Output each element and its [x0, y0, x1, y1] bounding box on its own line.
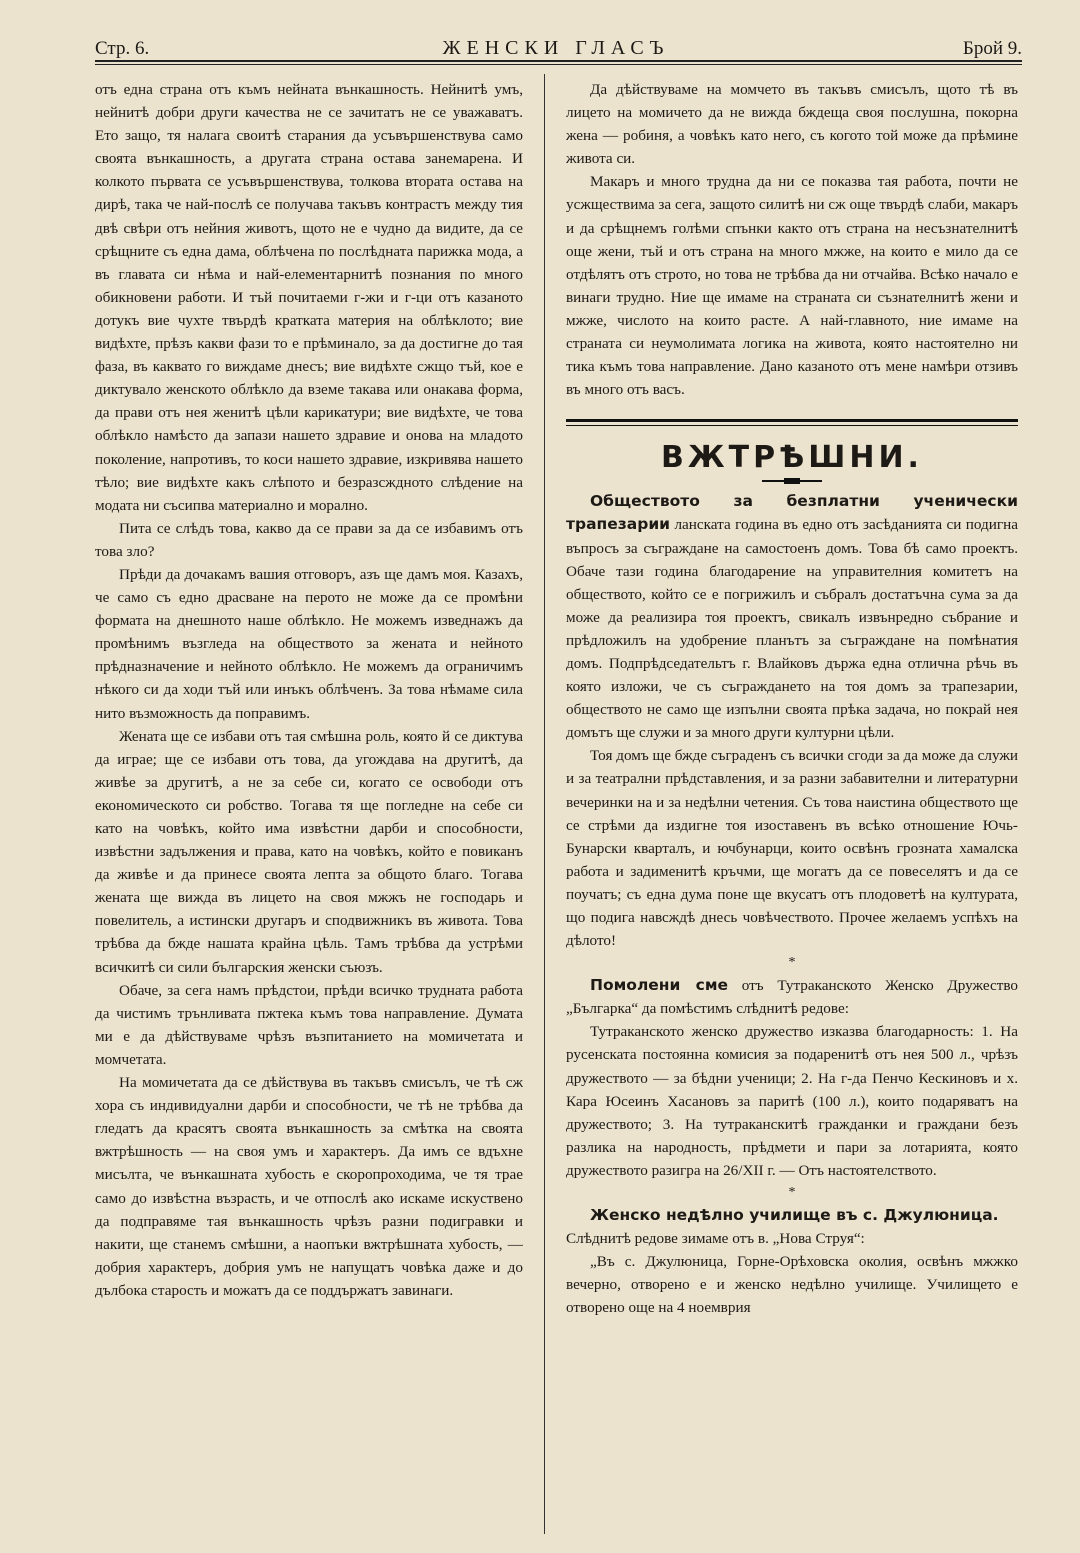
news-lead: Женско недѣлно училище въ с. Джулюница.: [590, 1206, 999, 1225]
section-title: ВЖТРѢШНИ.: [661, 440, 923, 476]
paragraph: Прѣди да дочакамъ вашия отговоръ, азъ ще дамъ моя. Казахъ, че само съ едно драсване на перото не може да се промѣни формата на днешното наше облѣкло. Не можемъ изведнажъ да промѣнимъ възгледа на обществото за жената и нейното прѣдназначение и нейното облѣкло. Не можемъ да ограничимъ нѣкого си да ходи тъй или инъкъ облѣченъ. За това нѣмаме сила нито възможность да поправимъ.: [95, 565, 523, 722]
paragraph: Да дѣйствуваме на момчето въ такъвъ смисълъ, щото тѣ въ лицето на момичето да не вижда бждеща своя послушна, покорна жена — робиня, а човѣкъ като него, съ когото той може да прѣмине живота си.: [566, 81, 1018, 168]
header-rule: [95, 60, 1022, 62]
news-item: [566, 490, 1018, 744]
section-rule: [566, 419, 1018, 422]
news-heading: [566, 1204, 1018, 1227]
page-header: [95, 26, 1022, 60]
right-column: [566, 78, 1018, 1543]
section-ornament: [762, 480, 822, 482]
news-text: ланската година въ едно отъ засѣданията си подигна въпросъ за съграждане на самостоенъ домъ. Това бѣ само проектъ. Обаче тази година благодарение на управителния комитетъ на обществото, който се е погрижилъ и събралъ достатъчна сума за да може да реализира тоя проектъ, свикалъ извънредно събрание и прѣдложилъ на удобрение планътъ за съграждане на помѣнатия домъ. Подпрѣдседательтъ г. Влайковъ държа една отлична рѣчь въ която изложи, че съ съграждането на тоя домъ за трапезарии, обществото не само ще изпълни своята прѣка задача, но покрай нея домътъ ще служи и за много други културни цѣли.: [566, 516, 1018, 742]
separator-star: *: [788, 955, 796, 971]
section-rule-thin: [566, 425, 1018, 426]
paragraph: Жената ще се избави отъ тая смѣшна роль, която й се диктува да играе; ще се избави отъ това, да угождава на другитѣ, да живѣе за другитѣ, а не за себе си, когато се освободи отъ економическото си робство. Тогава тя ще погледне на себе си като на човѣкъ, който има извѣстни дарби и способности, извѣстни задължения и права, като на човѣкъ, който е повиканъ да живѣе и да принесе своята лепта за общото благо. Тогава жената ще вижда въ лицето на своя мжжъ не господарь и повелитель, а истински другаръ и сподвижникъ въ живота. Това трѣбва да бжде нашата крайна цѣль. Тамъ трѣбва да устрѣми всичкитѣ си сили българския женски съюзъ.: [95, 727, 523, 976]
paragraph: На момичетата да се дѣйствува въ такъвъ смисълъ, че тѣ сж хора съ индивидуални дарби и способности, че тѣ не трѣбва да гледатъ да красятъ своята вънкашность за смѣтка на своята вжтрѣшность — на своя умъ и характеръ. Да имъ се вдъхне мисълта, че вънкашната хубость е скоропроходима, че тя трае само до извѣстна възрасть, и че отпослѣ ако искаме искуствено да подправяме тая вънкашность чрѣзъ разни подигравки и накити, ще станемъ смѣшни, а наопъки вжтрѣшната хубость, — добрия характеръ, добрия умъ не напущатъ човѣка даже и до дълбока старость и можатъ да се поддържатъ завинаги.: [95, 1074, 523, 1299]
paragraph: „Въ с. Джулюница, Горне-Орѣховска околия, освѣнъ мжжко вечерно, отворено е и женско недѣлно училище. Училището е отворено още на 4 ноемврия: [566, 1253, 1018, 1317]
paragraph: отъ една страна отъ къмъ нейната вънкашность. Нейнитѣ умъ, нейнитѣ добри други качества не се зачитатъ не се уважаватъ. Ето защо, тя налага своитѣ старания да усъвършенствува само своята вънкашность, а другата страна остава занемарена. И колкото първата се усъвършенствува, толкова втората остава на дирѣ, така че най-послѣ се получава такъвъ контрастъ между тия двѣ свѣри отъ нейния животъ, щото не е чудно да видите, да се срѣщните съ една дама, облѣчена по послѣдната парижка мода, а въ главата си нѣма и най-елементарнитѣ познания по много обикновени работи. И тъй почитаеми г-жи и г-ци отъ казаното дотукъ вие чухте твърдѣ кратката материя на облѣклото; вие видѣхте, прѣзъ какви фази то е прѣминало, за да достигне до тая фаза, въ каквато го виждаме днесъ; вие видѣхте сжщо тъй, кое е диктувало женското облѣкло да вземе такава или онакава форма, да прави отъ нея женитѣ цѣли карикатури; вие видѣхте, че това облѣкло намѣсто да запази нашето здравие и онова на младото поколение, напротивъ, то коси нашето здравие, изкривява нашето тѣло; вие видѣхте какъ слѣпото и безразсждното слѣдение на модата ни съсипва материално и морално.: [95, 81, 523, 514]
left-column: [95, 78, 523, 1543]
news-item: [566, 974, 1018, 1020]
column-divider: [544, 74, 545, 1534]
paragraph: Обаче, за сега намъ прѣдстои, прѣди всичко трудната работа да чистимъ трънливата пжтека къмъ това направление. Думата ми е да дѣйствуваме чрѣзъ възпитанието на момичетата и момчетата.: [95, 981, 523, 1068]
page-number: Стр. 6.: [95, 38, 150, 59]
newspaper-title: ЖЕНСКИ ГЛАСЪ: [442, 37, 670, 59]
paragraph: Пита се слѣдъ това, какво да се прави за да се избавимъ отъ това зло?: [95, 519, 523, 560]
separator-star: *: [788, 1185, 796, 1201]
paragraph: Тоя домъ ще бжде съграденъ съ всички сгоди за да може да служи и за театрални прѣдставления, и за разни забавителни и литературни вечеринки на и за недѣлни четения. Съ това наистина обществото ще се стрѣми да издигне тоя изоставенъ въ всѣко отношение Ючь-Бунарски кварталъ, и ючбунарци, които освѣнъ грозната хамалска работа и задименитѣ кръчми, ще могатъ да се повеселятъ и да се поучатъ; съ една дума поне ще вкусатъ отъ плодоветѣ на културата, що подига навсждѣ днесь човѣчеството. Прочее желаемъ успѣхъ на дѣлото!: [566, 747, 1018, 950]
paragraph: Слѣднитѣ редове зимаме отъ в. „Нова Струя“:: [566, 1230, 865, 1248]
news-text: отъ Тутраканското Женско Дружество „Българка“ да помѣстимъ слѣднитѣ редове:: [566, 977, 1018, 1018]
paragraph: Тутраканското женско дружество изказва благодарность: 1. На русенската постоянна комисия за подаренитѣ отъ нея 500 л., чрѣзъ дружеството — за бѣдни ученици; 2. На г-да Пенчо Кескиновъ и х. Кара Юсеинъ Хасановъ за паритѣ (100 л.), които подаряватъ на дружеството; 3. На тутраканскитѣ гражданки и граждани безъ разлика на народность, прѣдмети и пари за лотарията, която дружеството разигра на 26/XII г. — Отъ настоятелството.: [566, 1023, 1018, 1179]
issue-number: Брой 9.: [962, 38, 1022, 59]
header-rule-thin: [95, 64, 1022, 65]
paragraph: Макаръ и много трудна да ни се показва тая работа, почти не усжществима за сега, защото силитѣ ни сж още твърдѣ слаби, макаръ и да срѣщнемъ голѣми спънки както отъ страна на несъзнателнитѣ още жени, тъй и отъ страна на много мжже, на които е мило да се отдѣлятъ отъ строто, но това не трѣбва да ни отчайва. Всѣко начало е винаги трудно. Ние ще имаме на страната си съзнателнитѣ жени и мжже, числото на които расте. А най-главното, ние имаме на страната си неумолимата логика на живота, която настоятелно ни тика къмъ това направление. Дано казаното отъ мене намѣри отзивъ въ много отъ васъ.: [566, 173, 1018, 399]
news-lead: Помолени сме: [590, 976, 729, 995]
news-lead: Обществото за безплатни ученически трапезарии: [566, 492, 1018, 534]
